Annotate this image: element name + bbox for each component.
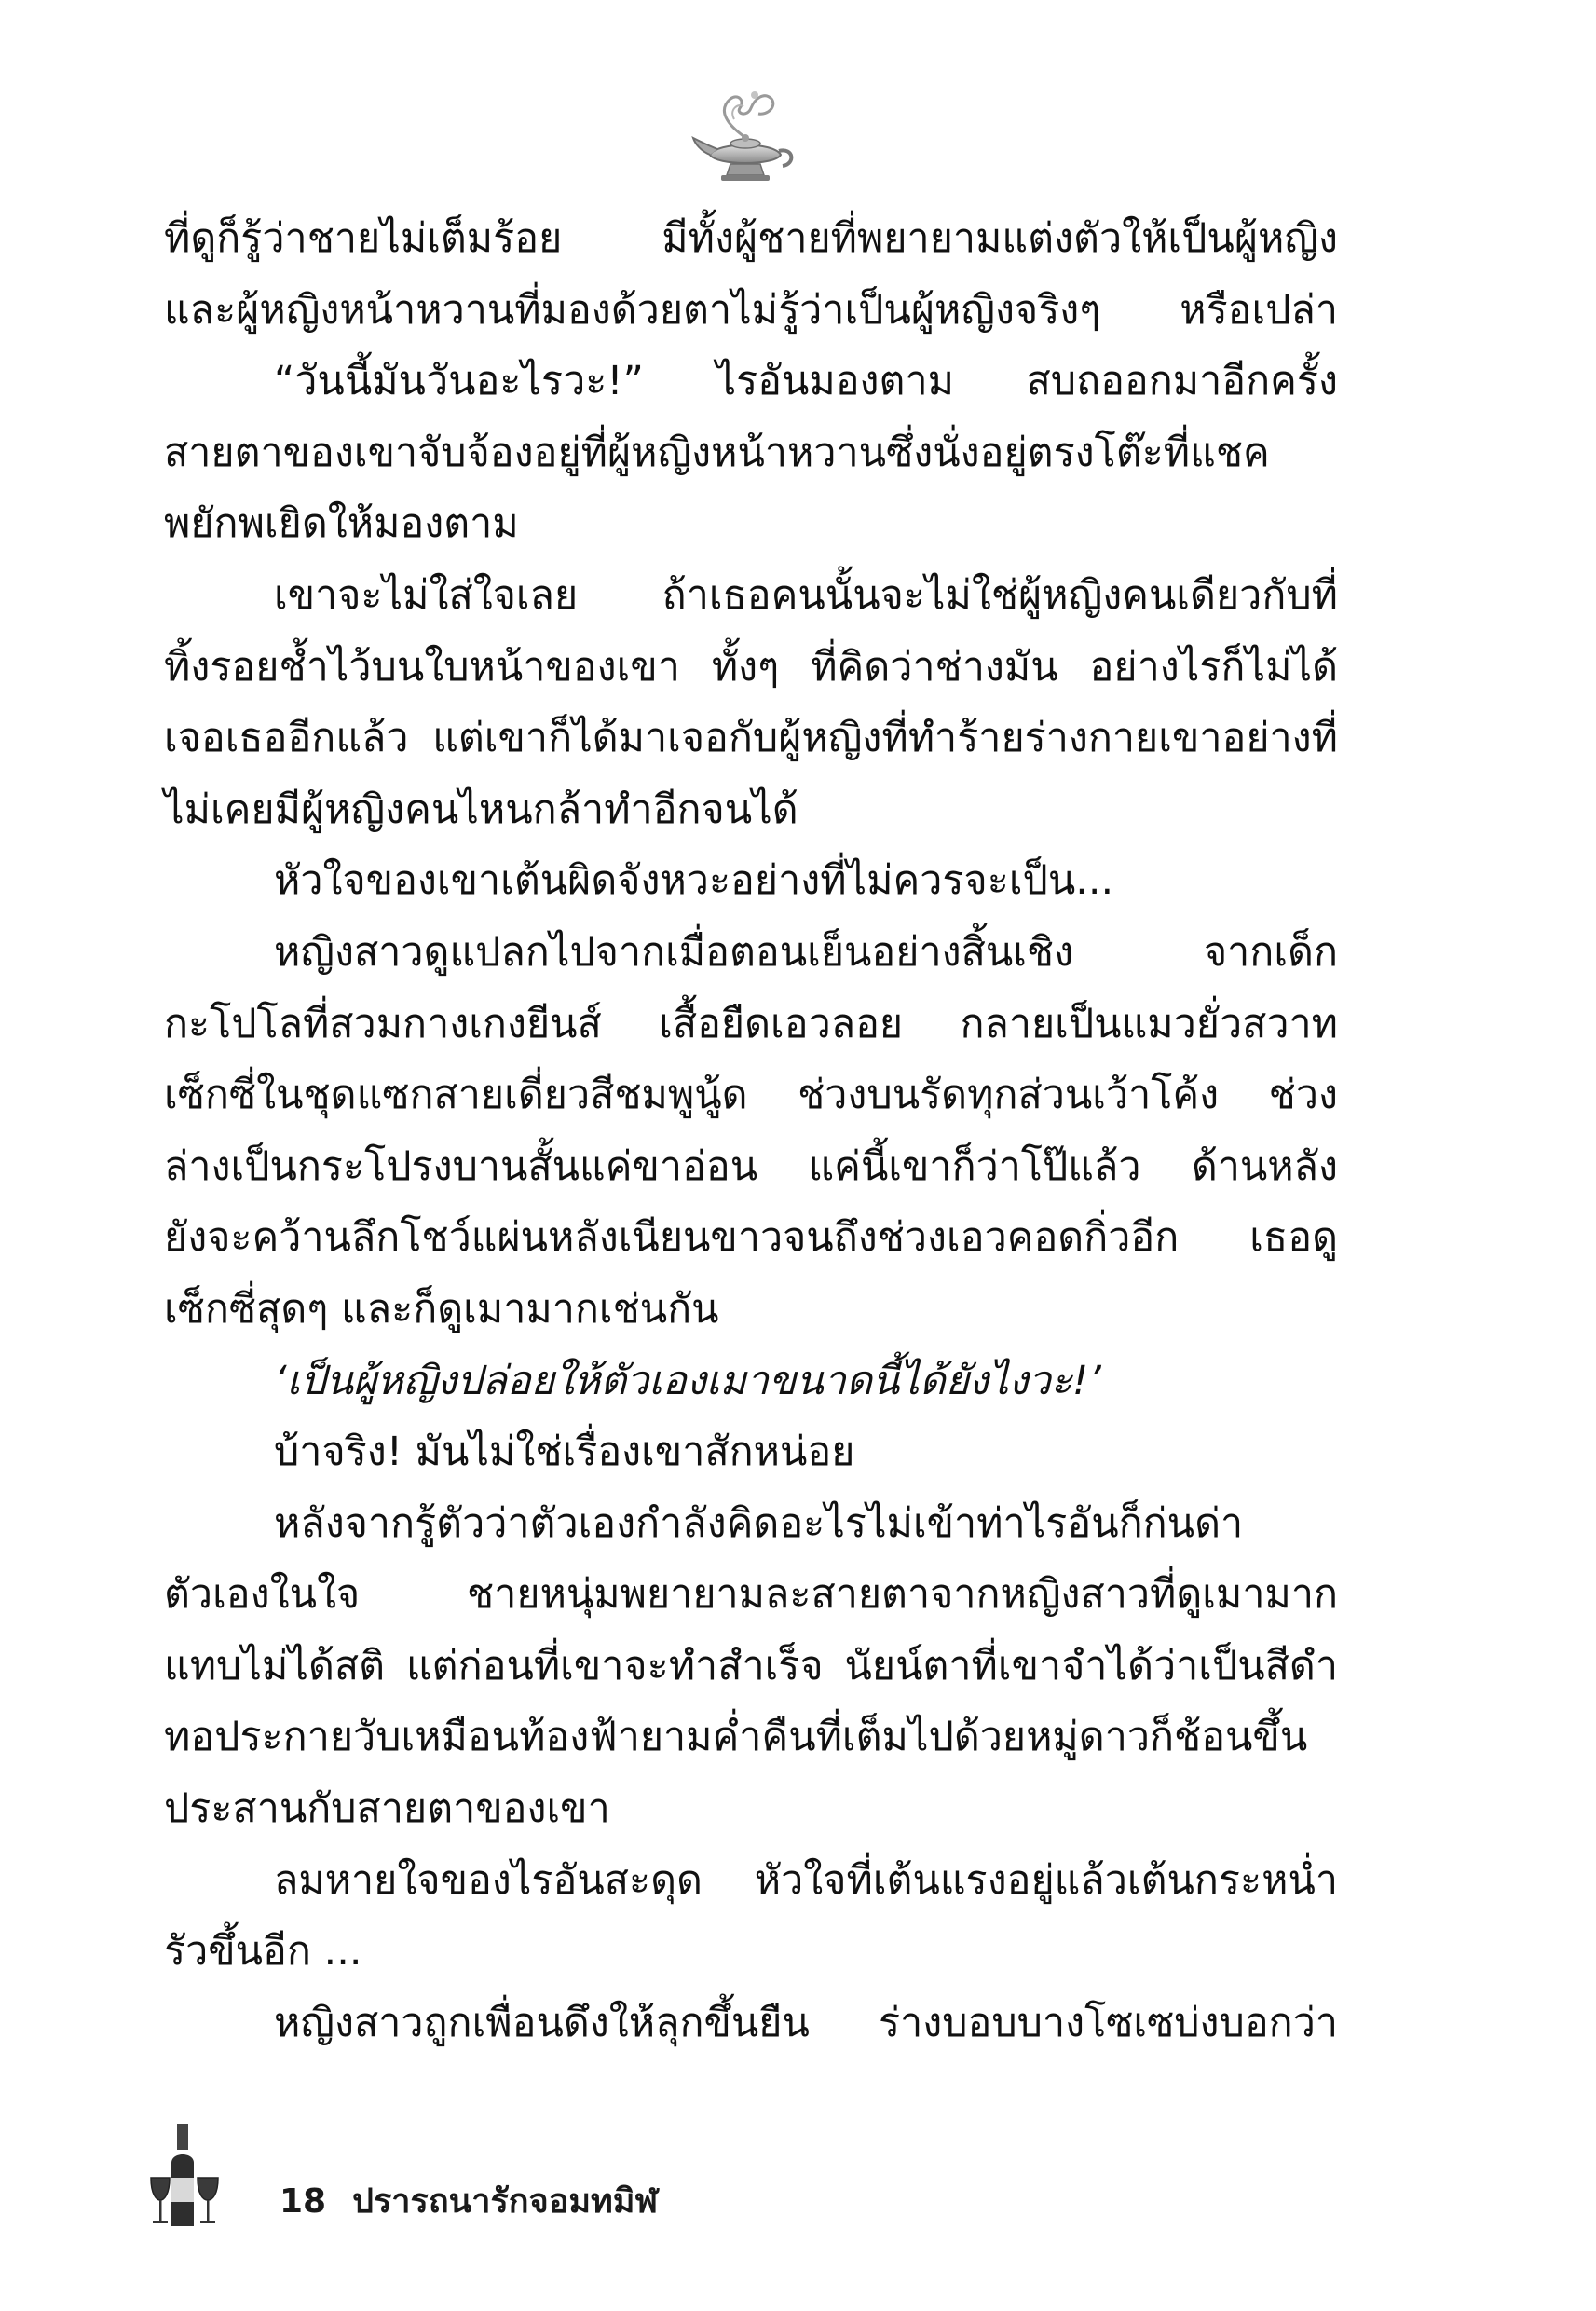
text-line: เจอเธออีกแล้ว แต่เขาก็ได้มาเจอกับผู้หญิงที่ทำร้ายร่างกายเขาอย่างที่ bbox=[164, 715, 1338, 762]
text-line: ตัวเองในใจ ชายหนุ่มพยายามละสายตาจากหญิงสาวที่ดูเมามาก bbox=[164, 1571, 1338, 1619]
text-line: แทบไม่ได้สติ แต่ก่อนที่เขาจะทำสำเร็จ นัยน์ตาที่เขาจำได้ว่าเป็นสีดำ bbox=[164, 1642, 1338, 1689]
page-footer bbox=[149, 2120, 894, 2232]
text-line: ที่ดูก็รู้ว่าชายไม่เต็มร้อย มีทั้งผู้ชายที่พยายามแต่งตัวให้เป็นผู้หญิง bbox=[164, 215, 1338, 262]
text-line: ประสานกับสายตาของเขา bbox=[164, 1785, 610, 1833]
genie-lamp-icon bbox=[689, 82, 801, 189]
text-line: กะโปโลที่สวมกางเกงยีนส์ เสื้อยืดเอวลอย กลายเป็นแมวยั่วสวาท bbox=[164, 1000, 1338, 1047]
text-line: หญิงสาวดูแปลกไปจากเมื่อตอนเย็นอย่างสิ้นเชิง จากเด็ก bbox=[274, 928, 1338, 976]
text-line: สายตาของเขาจับจ้องอยู่ที่ผู้หญิงหน้าหวานซึ่งนั่งอยู่ตรงโต๊ะที่แชค bbox=[164, 429, 1270, 476]
text-line: เขาจะไม่ใส่ใจเลย ถ้าเธอคนนั้นจะไม่ใช่ผู้หญิงคนเดียวกับที่ bbox=[274, 571, 1338, 619]
body-text bbox=[164, 203, 1338, 2058]
text-line: เซ็กซี่สุดๆ และก็ดูเมามากเช่นกัน bbox=[164, 1285, 719, 1333]
text-line: หญิงสาวถูกเพื่อนดึงให้ลุกขึ้นยืน ร่างบอบบางโซเซบ่งบอกว่า bbox=[274, 1999, 1338, 2046]
text-line: ล่างเป็นกระโปรงบานสั้นแค่ขาอ่อน แค่นี้เขาก็ว่าโป๊แล้ว ด้านหลัง bbox=[164, 1142, 1338, 1190]
page-number: 18 bbox=[280, 2182, 327, 2221]
wine-bottle-glasses-icon bbox=[149, 2120, 224, 2232]
text-line: พยักพเยิดให้มองตาม bbox=[164, 500, 519, 548]
text-line: ลมหายใจของไรอันสะดุด หัวใจที่เต้นแรงอยู่แล้วเต้นกระหน่ำ bbox=[274, 1856, 1338, 1904]
text-line: เซ็กซี่ในชุดแซกสายเดี่ยวสีชมพูนู้ด ช่วงบนรัดทุกส่วนเว้าโค้ง ช่วง bbox=[164, 1072, 1338, 1119]
footer-text bbox=[280, 2174, 658, 2227]
text-line: หัวใจของเขาเต้นผิดจังหวะอย่างที่ไม่ควรจะเป็น... bbox=[274, 857, 1114, 905]
text-line: และผู้หญิงหน้าหวานที่มองด้วยตาไม่รู้ว่าเป็นผู้หญิงจริงๆ หรือเปล่า bbox=[164, 286, 1338, 334]
text-line: ยังจะคว้านลึกโชว์แผ่นหลังเนียนขาวจนถึงช่วงเอวคอดกิ่วอีก เธอดู bbox=[164, 1214, 1338, 1262]
text-line: บ้าจริง! มันไม่ใช่เรื่องเขาสักหน่อย bbox=[274, 1429, 855, 1476]
text-line: ‘เป็นผู้หญิงปล่อยให้ตัวเองเมาขนาดนี้ได้ยังไงวะ!’ bbox=[274, 1357, 1101, 1404]
text-line: ทอประกายวับเหมือนท้องฟ้ายามค่ำคืนที่เต็มไปด้วยหมู่ดาวก็ช้อนขึ้น bbox=[164, 1714, 1308, 1761]
text-line: ทิ้งรอยช้ำไว้บนใบหน้าของเขา ทั้งๆ ที่คิดว่าช่างมัน อย่างไรก็ไม่ได้ bbox=[164, 643, 1338, 691]
text-line: รัวขึ้นอีก ... bbox=[164, 1928, 362, 1976]
text-line: ไม่เคยมีผู้หญิงคนไหนกล้าทำอีกจนได้ bbox=[164, 786, 798, 833]
book-title: ปรารถนารักจอมทมิฬ bbox=[352, 2182, 659, 2221]
text-line: “วันนี้มันวันอะไรวะ!” ไรอันมองตาม สบถออกมาอีกครั้ง bbox=[274, 358, 1338, 405]
text-line: หลังจากรู้ตัวว่าตัวเองกำลังคิดอะไรไม่เข้าท่าไรอันก็ก่นด่า bbox=[274, 1499, 1244, 1547]
